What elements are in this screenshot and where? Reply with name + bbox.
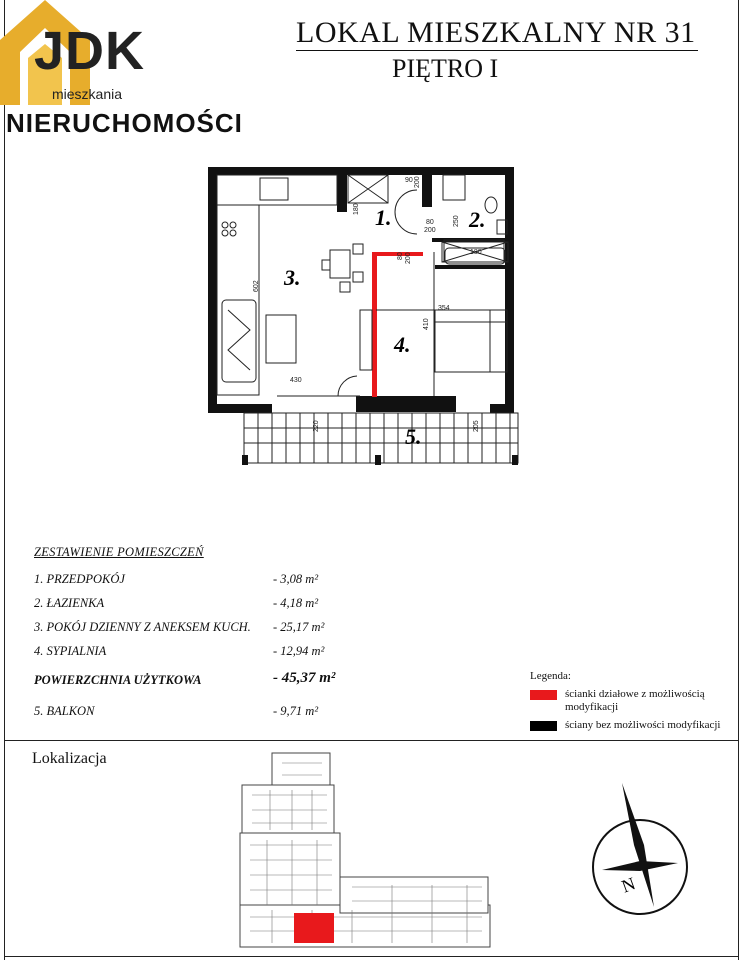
page-title: LOKAL MIESZKALNY NR 31 — [296, 16, 696, 49]
dim-220: 220 — [313, 420, 320, 432]
dim-602: 602 — [253, 280, 260, 292]
dim-200-b: 200 — [424, 227, 436, 234]
legend-black-label: ściany bez możliwości modyfikacji — [565, 719, 721, 731]
page-bottom-line — [4, 956, 738, 957]
dim-180-a: 180 — [353, 203, 360, 215]
summary-row-name: 3. POKÓJ DZIENNY Z ANEKSEM KUCH. — [34, 620, 251, 634]
floor-label: PIĘTRO I — [392, 54, 499, 83]
summary-row-area: - 3,08 m² — [273, 572, 319, 586]
summary-row-name: 5. BALKON — [34, 704, 95, 718]
logo — [0, 0, 260, 140]
dim-410: 410 — [423, 318, 430, 330]
room-label-2: 2. — [469, 207, 486, 232]
location-label: Lokalizacja — [32, 750, 107, 767]
dim-250: 250 — [453, 215, 460, 227]
summary-total-area: - 45,37 m² — [273, 670, 336, 686]
dim-430: 430 — [290, 377, 302, 384]
logo-brand: JDK — [34, 21, 146, 81]
room-label-5: 5. — [405, 424, 422, 449]
summary-heading: ZESTAWIENIE POMIESZCZEŃ — [34, 545, 204, 559]
summary-row-name: 4. SYPIALNIA — [34, 644, 107, 658]
page-frame-right — [738, 0, 739, 960]
dim-180-b: 180 — [470, 249, 482, 256]
site-highlight — [294, 913, 334, 943]
summary-row-area: - 4,18 m² — [273, 596, 319, 610]
dim-354: 354 — [438, 305, 450, 312]
dim-90: 90 — [405, 177, 413, 184]
compass-icon — [582, 775, 698, 925]
logo-tagline: mieszkania — [52, 86, 123, 102]
summary-row-area: - 9,71 m² — [273, 704, 319, 718]
section-divider — [4, 740, 738, 741]
north-label: N — [618, 873, 638, 897]
dim-205: 205 — [473, 420, 480, 432]
room-label-1: 1. — [375, 205, 392, 230]
page-frame-left — [4, 0, 5, 960]
logo-name: NIERUCHOMOŚCI — [6, 108, 243, 138]
summary-row-area: - 12,94 m² — [273, 644, 325, 658]
legend-title: Legenda: — [530, 670, 571, 682]
dim-200-c: 200 — [405, 252, 412, 264]
dim-80-b: 80 — [397, 252, 404, 260]
summary-row-name: 2. ŁAZIENKA — [34, 596, 105, 610]
legend-red-swatch — [530, 690, 557, 700]
room-label-4: 4. — [394, 332, 411, 357]
legend-red-label: ścianki działowe z możliwością modyfikacji — [565, 688, 705, 713]
summary-row-name: 1. PRZEDPOKÓJ — [34, 572, 125, 586]
summary-total-name: POWIERZCHNIA UŻYTKOWA — [34, 673, 202, 687]
legend-black-swatch — [530, 721, 557, 731]
summary-row-area: - 25,17 m² — [273, 620, 325, 634]
dim-200-a: 200 — [414, 176, 421, 188]
site-plan — [232, 745, 492, 955]
dim-80-a: 80 — [426, 219, 434, 226]
room-label-3: 3. — [284, 265, 301, 290]
floor-plan — [200, 160, 530, 470]
red-partition — [372, 252, 377, 397]
